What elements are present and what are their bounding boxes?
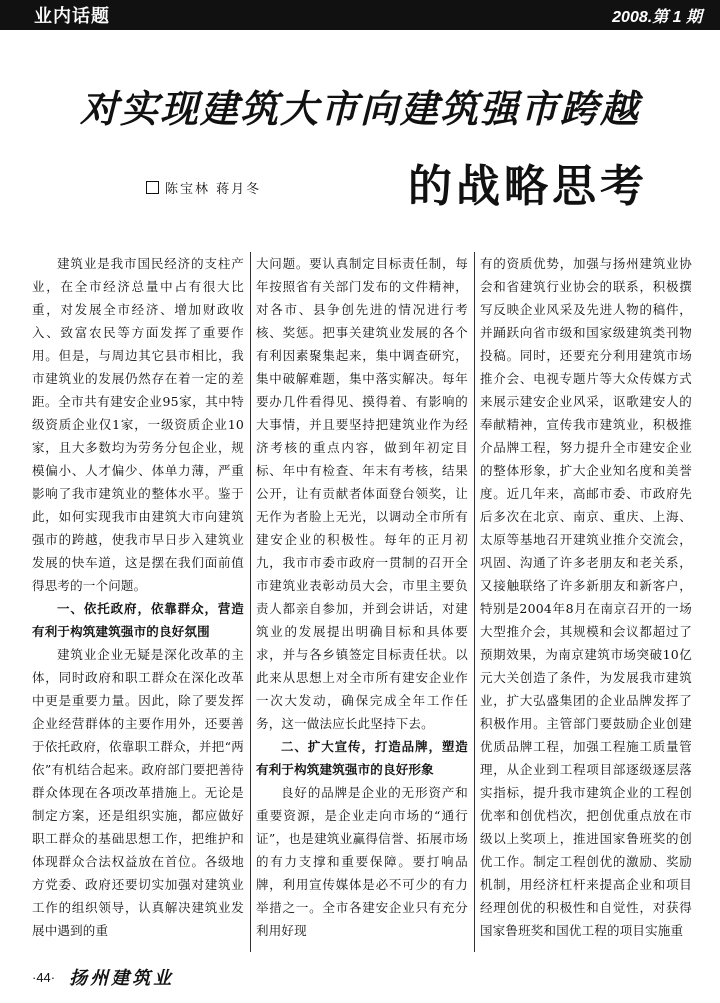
- section-heading-1: 一、依托政府，依靠群众，营造有利于构筑建筑强市的良好氛围: [32, 601, 244, 639]
- section-heading-2: 二、扩大宣传，打造品牌，塑造有利于构筑建筑强市的良好形象: [256, 739, 468, 777]
- paragraph: 有的资质优势，加强与扬州建筑业协会和省建筑行业协会的联系，积极撰写反映企业风采及先进人物的稿件，并踊跃向省市级和国家级建筑类刊物投稿。同时，还要充分利用建筑市场推介会、电视专题片等大众传媒方式来展示建安企业风采，讴歌建安人的奉献精神，宣传我市建筑业，积极推介品牌工程，努力提升全市建安企业的整体形象，扩大企业知名度和美誉度。近几年来，高邮市委、市政府先后多次在北京、南京、重庆、上海、太原等基地召开建筑业推介交流会，巩固、沟通了许多老朋友和老关系，又接触联络了许多新朋友和新客户，特别是2004年8月在南京召开的一场大型推介会，其规模和会议都超过了预期效果，为南京建筑市场突破10亿元大关创造了条件，为发展我市建筑业，扩大弘盛集团的企业品牌发挥了积极作用。主管部门要鼓励企业创建优质品牌工程，加强工程施工质量管理，从企业到工程项目部逐级逐层落实指标，提升我市建筑企业的工程创优率和创优档次，把创优重点放在市级以上奖项上，推进国家鲁班奖的创优工作。制定工程创优的激励、奖励机制，用经济杠杆来提高企业和项目经理创优的积极性和自觉性，对获得国家鲁班奖和国优工程的项目实施重: [480, 256, 692, 938]
- paragraph: 建筑业是我市国民经济的支柱产业，在全市经济总量中占有很大比重，对发展全市经济、增加财政收入、致富农民等方面发挥了重要作用。但是，与周边其它县市相比，我市建筑业的发展仍然存在着一定的差距。全市共有建安企业95家，其中特级资质企业仅1家，一级资质企业10家，且大多数均为劳务分包企业，规模偏小、人才偏少、体单力薄，严重影响了我市建筑业的整体水平。鉴于此，如何实现我市由建筑大市向建筑强市的跨越，使我市早日步入建筑业发展的快车道，这是摆在我们面前值得思考的一个问题。: [32, 256, 244, 593]
- column-3: [480, 252, 692, 952]
- column-1: [32, 252, 244, 952]
- article-title-line1: 对实现建筑大市向建筑强市跨越: [79, 86, 640, 131]
- header-bar: [0, 0, 720, 30]
- article-title-line2: 的战略思考: [408, 161, 648, 212]
- square-bullet-icon: [146, 181, 159, 194]
- authors: [146, 178, 261, 197]
- issue-label: 2008.第 1 期: [612, 8, 702, 26]
- footer: [32, 964, 174, 990]
- article-body: [32, 252, 692, 952]
- column-divider: [250, 252, 251, 952]
- authors-text: 陈宝林 蒋月冬: [165, 182, 262, 197]
- paragraph: 大问题。要认真制定目标责任制，每年按照省有关部门发布的文件精神，对各市、县争创先进的情况进行考核、奖惩。把事关建筑业发展的各个有利因素聚集起来，集中调查研究，集中破解难题，集中落实解决。每年要办几件看得见、摸得着、有影响的大事情，并且要坚持把建筑业作为经济考核的重点内容，做到年初定目标、年中有检查、年末有考核，结果公开，让有贡献者体面登台领奖，让无作为者脸上无光，以调动全市所有建安企业的积极性。每年的正月初九，我市市委市政府一贯制的召开全市建筑业表彰动员大会，市里主要负责人都亲自参加，并到会讲话，对建筑业的发展提出明确目标和具体要求，并与各乡镇签定目标责任状。以此来从思想上对全市所有建安企业作一次大发动，确保完成全年工作任务，这一做法应长此坚持下去。: [256, 256, 468, 731]
- page-number: ·44·: [32, 969, 56, 985]
- magazine-logo: 扬州建筑业: [69, 968, 175, 989]
- paragraph: 建筑业企业无疑是深化改革的主体，同时政府和职工群众在深化改革中更是重要力量。因此，除了要发挥企业经营群体的主要作用外，还要善于依托政府，依靠职工群众，并把“两依”有机结合起来。政府部门要把善待群众体现在各项改革措施上。无论是制定方案，还是组织实施，都应做好职工群众的基础思想工作，把维护和体现群众合法权益放在首位。各级地方党委、政府还要切实加强对建筑业工作的组织领导，认真解决建筑业发展中遇到的重: [32, 647, 244, 938]
- column-divider: [474, 252, 475, 952]
- section-label: 业内话题: [34, 6, 110, 27]
- column-2: [256, 252, 468, 952]
- paragraph: 良好的品牌是企业的无形资产和重要资源，是企业走向市场的“通行证”，也是建筑业赢得信誉、拓展市场的有力支撑和重要保障。要打响品牌，利用宣传媒体是必不可少的有力举措之一。全市各建安企业只有充分利用好现: [256, 785, 468, 938]
